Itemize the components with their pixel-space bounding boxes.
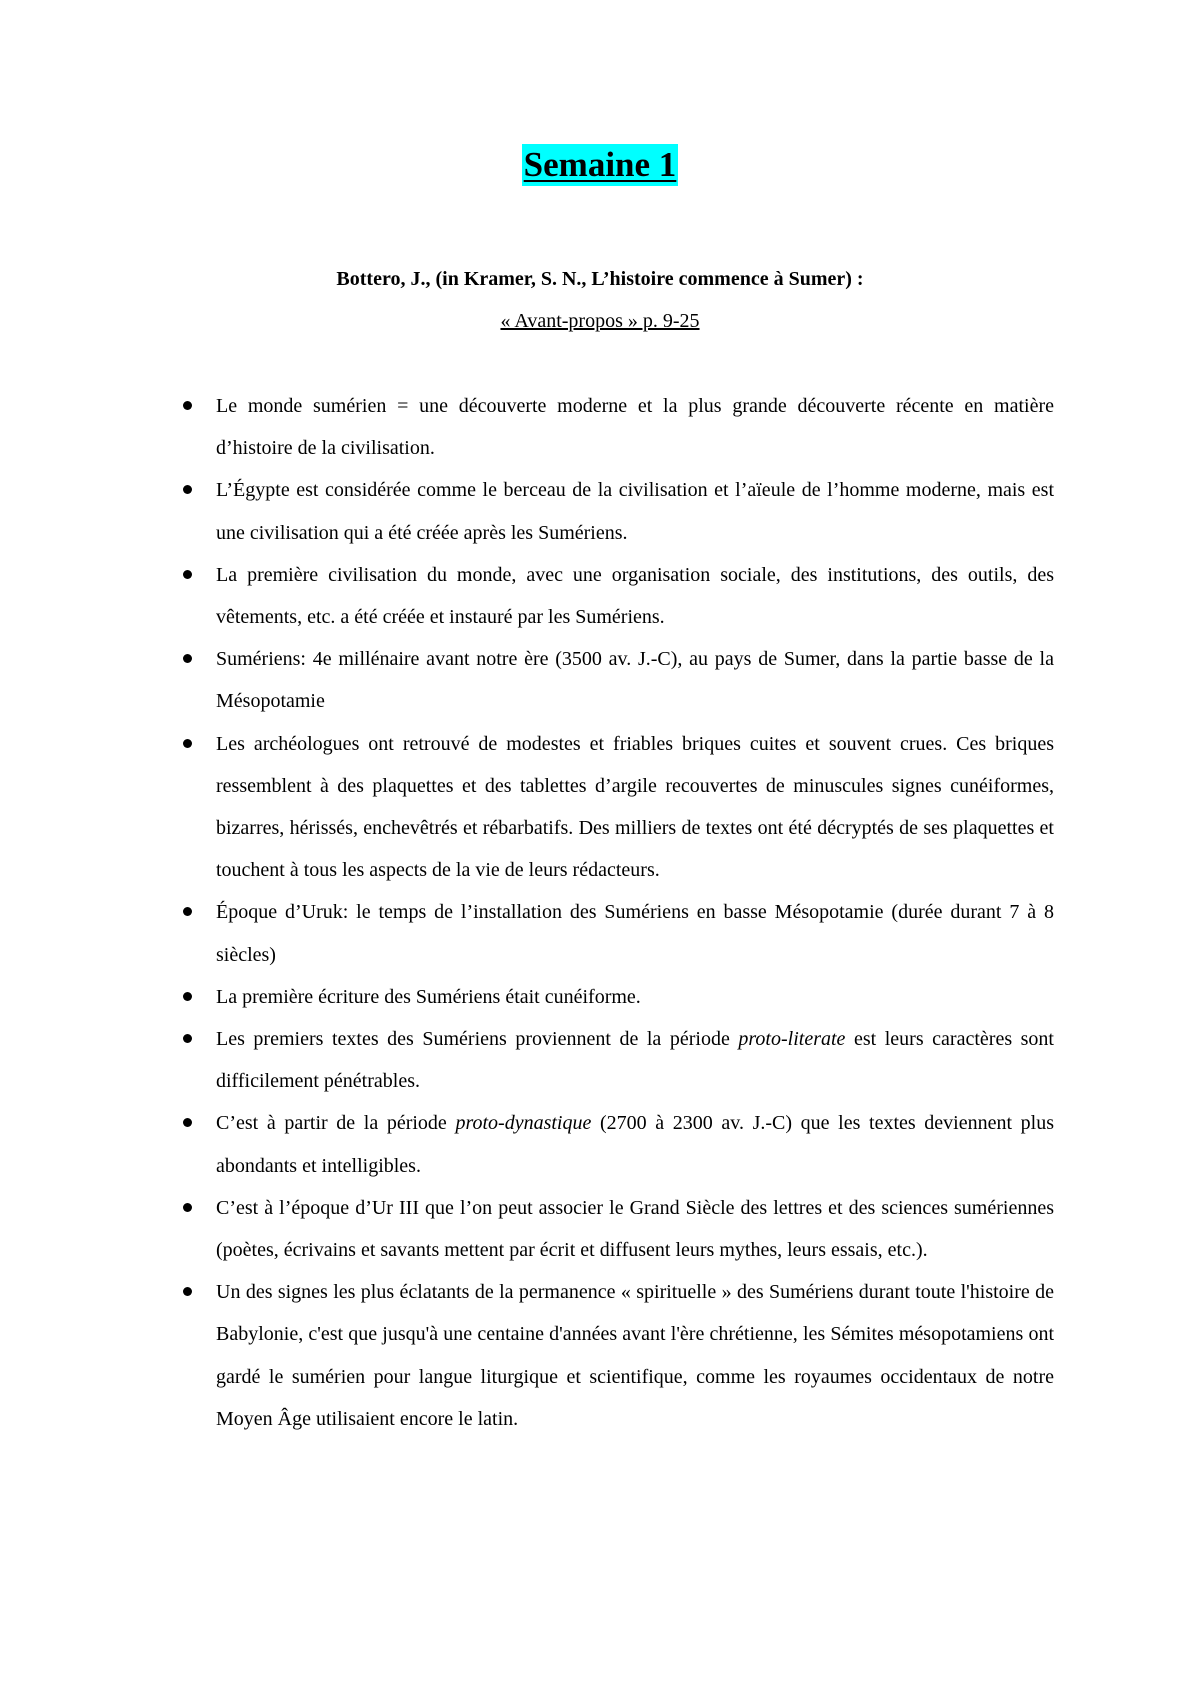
- list-item-text: (2700 à 2300 av. J.-C) que les textes deviennent plus abondants et intelligibles.: [216, 1112, 1054, 1177]
- list-item: [216, 1018, 1054, 1102]
- italic-term: proto-literate: [738, 1028, 846, 1051]
- list-item: [216, 1271, 1054, 1440]
- list-item-text: Sumériens: 4e millénaire avant notre ère (3500 av. J.-C), au pays de Sumer, dans la partie basse de la Mésopotamie: [216, 648, 1054, 713]
- bullet-icon: [183, 739, 192, 748]
- list-item-text: Le monde sumérien = une découverte moderne et la plus grande découverte récente en matière d’histoire de la civilisation.: [216, 395, 1054, 460]
- bullet-icon: [183, 570, 192, 579]
- bullet-icon: [183, 1287, 192, 1296]
- list-item: [216, 1187, 1054, 1271]
- list-item-text: est leurs caractères sont difficilement pénétrables.: [216, 1028, 1054, 1093]
- bullet-icon: [183, 907, 192, 916]
- list-item: [216, 469, 1054, 553]
- list-item-text: La première écriture des Sumériens était cunéiforme.: [216, 985, 641, 1008]
- bullet-icon: [183, 485, 192, 494]
- title-container: [0, 144, 1200, 186]
- bullet-icon: [183, 1203, 192, 1212]
- list-item: [216, 638, 1054, 722]
- list-item-text: L’Égypte est considérée comme le berceau de la civilisation et l’aïeule de l’homme moderne, mais est une civilisation qui a été créée après les Sumériens.: [216, 479, 1054, 544]
- notes-list: [216, 385, 1054, 1440]
- list-item-text: Un des signes les plus éclatants de la permanence « spirituelle » des Sumériens durant toute l'histoire de Babylonie, c'est que jusqu'à une centaine d'années avant l'ère chrétienne, les Sémites mésopotamiens ont gardé le sumérien pour langue liturgique et scientifique, comme les royaumes occidentaux de notre Moyen Âge utilisaient encore le latin.: [216, 1281, 1054, 1430]
- list-item-text: C’est à partir de la période: [216, 1112, 456, 1135]
- bullet-icon: [183, 401, 192, 410]
- reference-block: [0, 264, 1200, 336]
- list-item: [216, 723, 1054, 892]
- page-title: Semaine 1: [523, 145, 677, 184]
- list-item: [216, 891, 1054, 975]
- list-item-text: Les archéologues ont retrouvé de modestes et friables briques cuites et souvent crues. Ces briques ressemblent à des plaquettes et des tablettes d’argile recouvertes de minuscules signes cunéiformes, bizarres, hérissés, enchevêtrés et rébarbatifs. Des milliers de textes ont été décryptés de ses plaquettes et touchent à tous les aspects de la vie de leurs rédacteurs.: [216, 732, 1054, 882]
- bullet-icon: [183, 1034, 192, 1043]
- list-item-text: Époque d’Uruk: le temps de l’installation des Sumériens en basse Mésopotamie (durée durant 7 à 8 siècles): [216, 901, 1054, 966]
- reference-pages: « Avant-propos » p. 9-25: [500, 310, 700, 332]
- bullet-icon: [183, 1118, 192, 1127]
- list-item-text: C’est à l’époque d’Ur III que l’on peut associer le Grand Siècle des lettres et des sciences sumériennes (poètes, écrivains et savants mettent par écrit et diffusent leurs mythes, leurs essais, etc.).: [216, 1196, 1054, 1262]
- list-item: [216, 554, 1054, 638]
- italic-term: proto-dynastique: [455, 1112, 592, 1135]
- reference-citation: Bottero, J., (in Kramer, S. N., L’histoire commence à Sumer) :: [336, 268, 864, 290]
- list-item: [216, 385, 1054, 469]
- list-item: [216, 1102, 1054, 1186]
- list-item-text: La première civilisation du monde, avec une organisation sociale, des institutions, des outils, des vêtements, etc. a été créée et instauré par les Sumériens.: [216, 563, 1054, 629]
- bullet-icon: [183, 654, 192, 663]
- list-item: [216, 976, 1054, 1018]
- bullet-icon: [183, 992, 192, 1001]
- list-item-text: Les premiers textes des Sumériens proviennent de la période: [216, 1028, 739, 1051]
